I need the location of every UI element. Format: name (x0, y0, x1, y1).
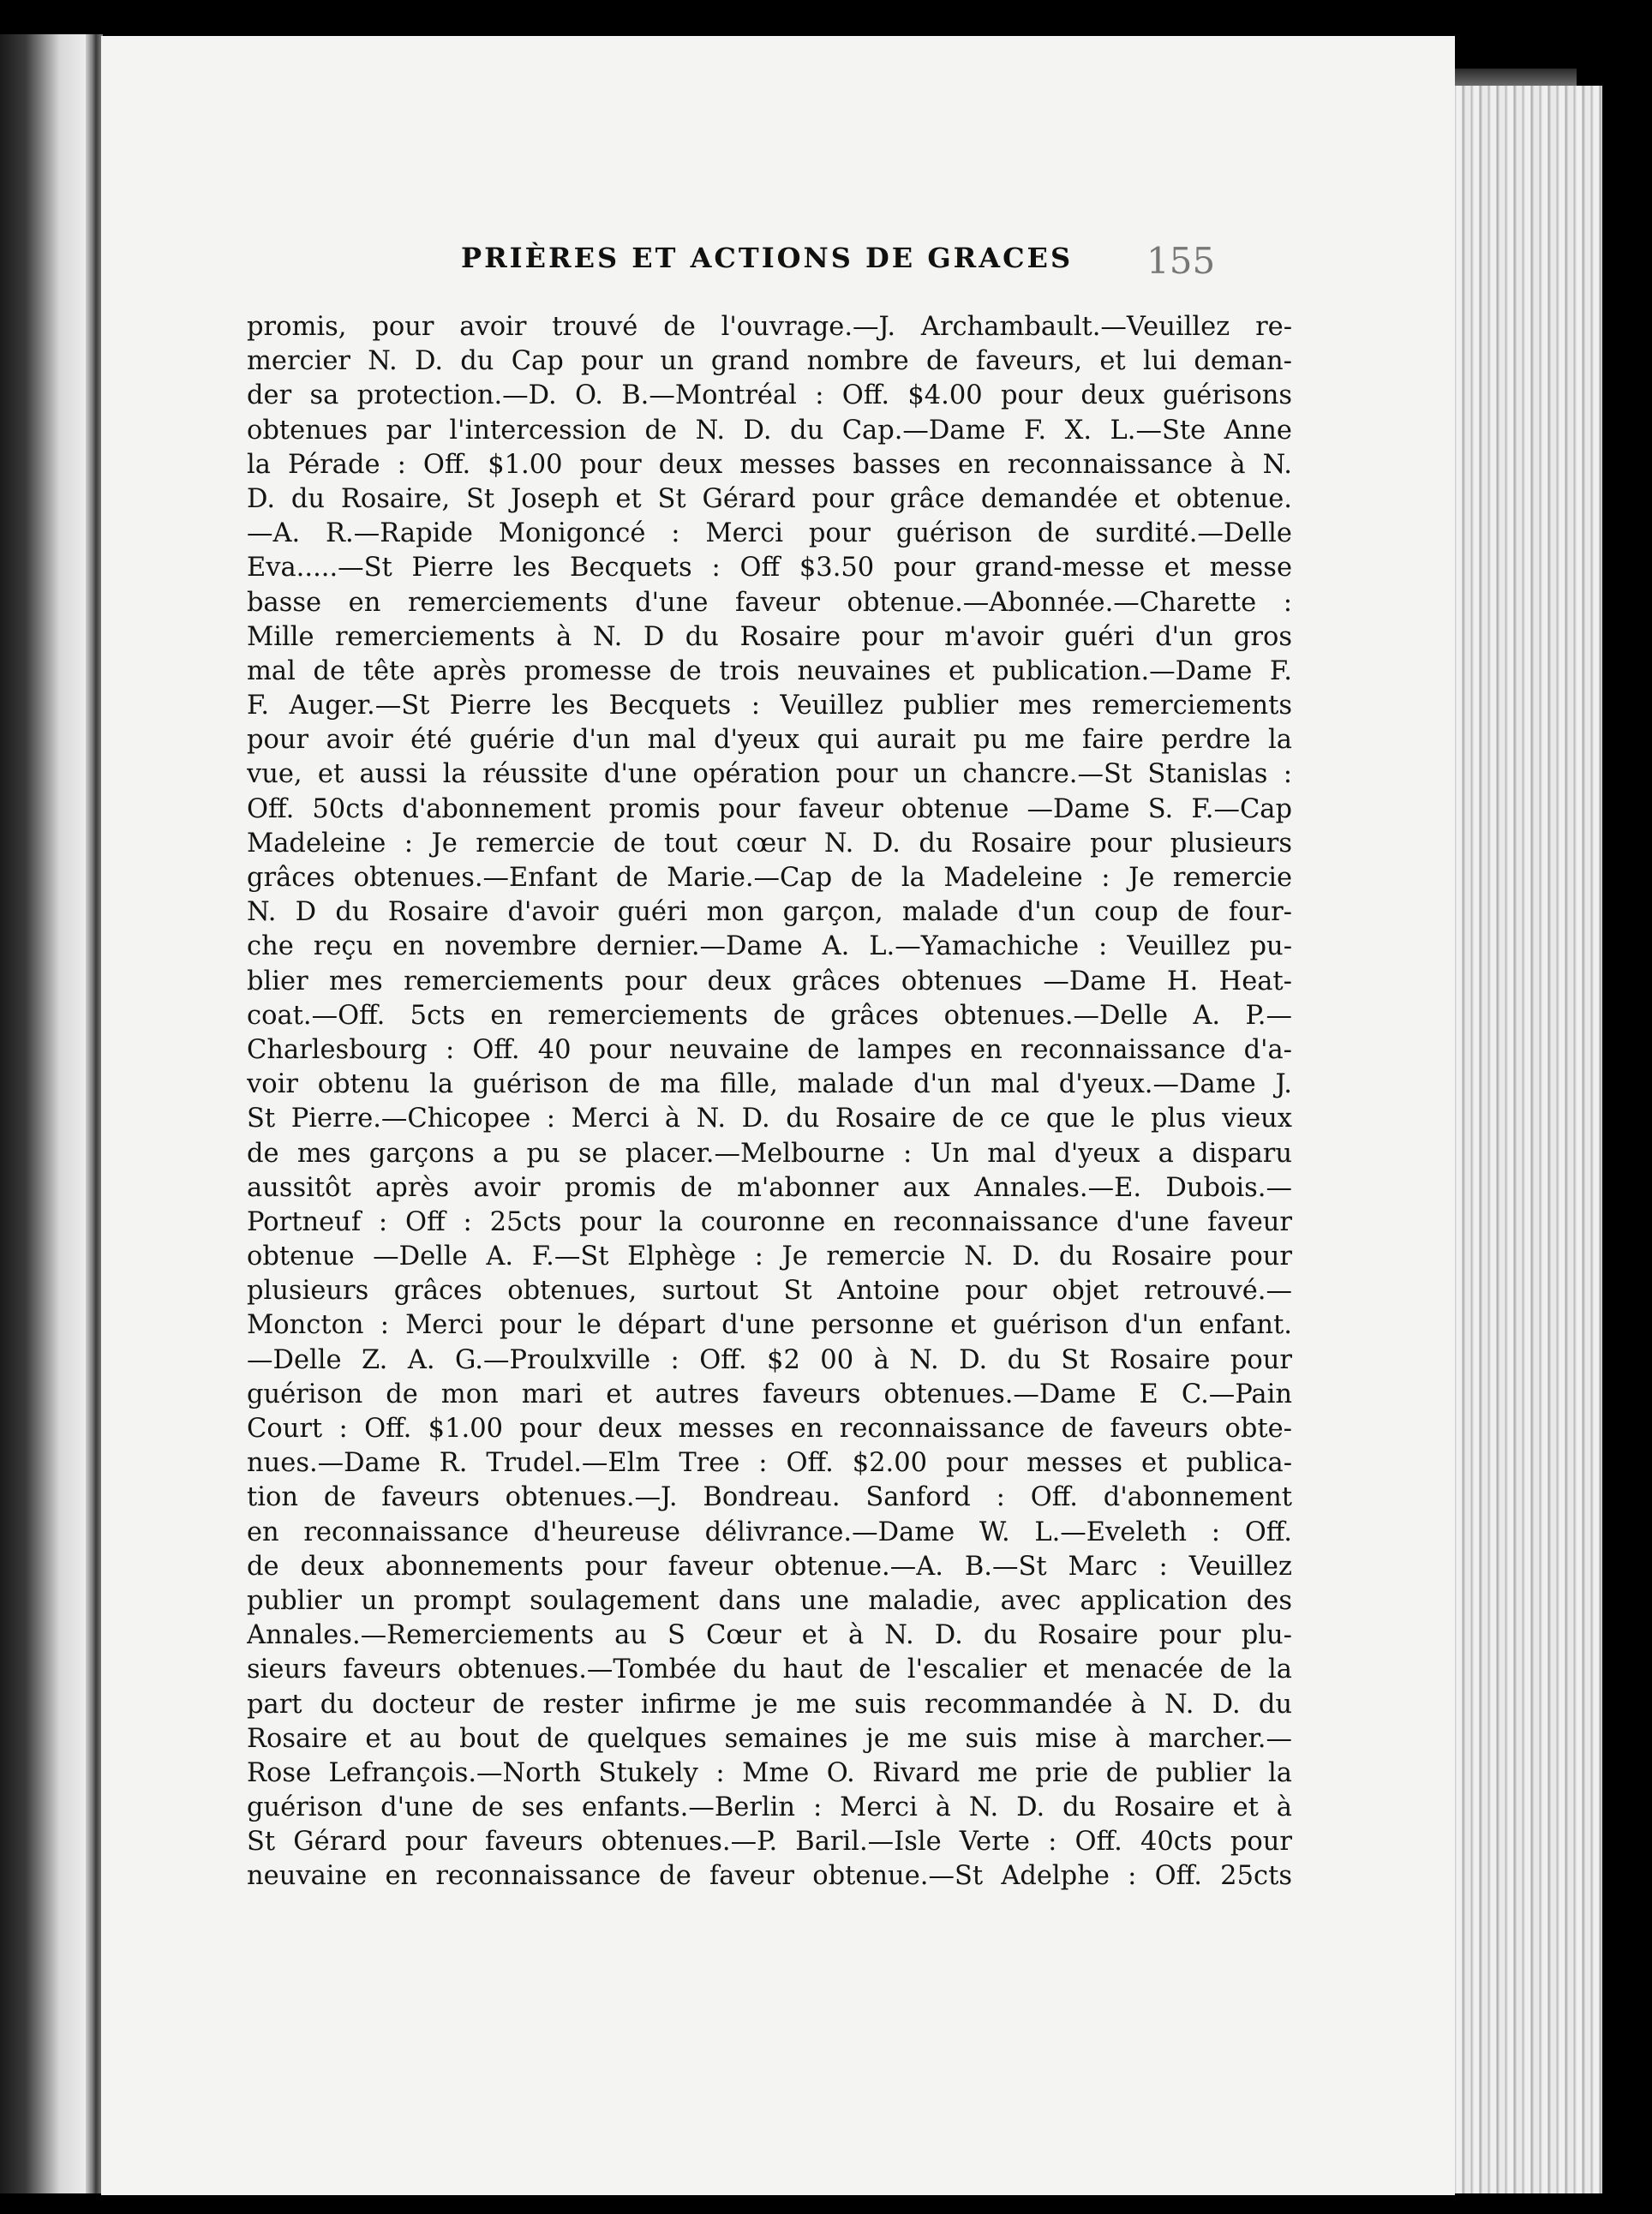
text-line: sieurs faveurs obtenues.—Tombée du haut de l'escalier et menacée de la (247, 1655, 1292, 1685)
text-line: Annales.—Remerciements au S Cœur et à N. D. du Rosaire pour plu- (247, 1620, 1292, 1651)
text-line: mercier N. D. du Cap pour un grand nombre de faveurs, et lui deman- (247, 346, 1292, 377)
text-line: —A. R.—Rapide Monigoncé : Merci pour guérison de surdité.—Delle (247, 518, 1292, 549)
text-line: D. du Rosaire, St Joseph et St Gérard pour grâce demandée et obtenue. (247, 483, 1292, 514)
text-line: Eva.....—St Pierre les Becquets : Off $3.50 pour grand-messe et messe (247, 553, 1292, 583)
text-line: de mes garçons a pu se placer.—Melbourne : Un mal d'yeux a disparu (247, 1138, 1292, 1169)
text-line: guérison d'une de ses enfants.—Berlin : Merci à N. D. du Rosaire et à (247, 1792, 1292, 1823)
text-line: —Delle Z. A. G.—Proulxville : Off. $2 00 à N. D. du St Rosaire pour (247, 1344, 1292, 1375)
text-line: nues.—Dame R. Trudel.—Elm Tree : Off. $2.00 pour messes et publica- (247, 1448, 1292, 1479)
text-line: Moncton : Merci pour le départ d'une personne et guérison d'un enfant. (247, 1310, 1292, 1341)
text-line: coat.—Off. 5cts en remerciements de grâces obtenues.—Delle A. P.— (247, 1000, 1292, 1031)
text-line: part du docteur de rester infirme je me suis recommandée à N. D. du (247, 1689, 1292, 1720)
text-line: Off. 50cts d'abonnement promis pour faveur obtenue —Dame S. F.—Cap (247, 793, 1292, 824)
text-line: che reçu en novembre dernier.—Dame A. L.—Yamachiche : Veuillez pu- (247, 931, 1292, 962)
text-line: guérison de mon mari et autres faveurs obtenues.—Dame E C.—Pain (247, 1379, 1292, 1409)
text-line: la Pérade : Off. $1.00 pour deux messes basses en reconnaissance à N. (247, 449, 1292, 480)
text-line: basse en remerciements d'une faveur obtenue.—Abonnée.—Charette : (247, 587, 1292, 618)
text-line: en reconnaissance d'heureuse délivrance.—Dame W. L.—Eveleth : Off. (247, 1517, 1292, 1547)
text-line: obtenues par l'intercession de N. D. du Cap.—Dame F. X. L.—Ste Anne (247, 415, 1292, 446)
text-line: grâces obtenues.—Enfant de Marie.—Cap de la Madeleine : Je remercie (247, 863, 1292, 893)
text-line: promis, pour avoir trouvé de l'ouvrage.—J. Archambault.—Veuillez re- (247, 312, 1292, 342)
text-line: Rose Lefrançois.—North Stukely : Mme O. Rivard me prie de publier la (247, 1757, 1292, 1788)
text-line: F. Auger.—St Pierre les Becquets : Veuillez publier mes remerciements (247, 691, 1292, 721)
text-line: vue, et aussi la réussite d'une opération pour un chancre.—St Stanislas : (247, 759, 1292, 790)
text-line: obtenue —Delle A. F.—St Elphège : Je remercie N. D. du Rosaire pour (247, 1242, 1292, 1272)
text-line: de deux abonnements pour faveur obtenue.—A. B.—St Marc : Veuillez (247, 1551, 1292, 1582)
book-gutter (86, 34, 103, 2193)
text-line: St Pierre.—Chicopee : Merci à N. D. du Rosaire de ce que le plus vieux (247, 1104, 1292, 1134)
text-line: voir obtenu la guérison de ma fille, malade d'un mal d'yeux.—Dame J. (247, 1069, 1292, 1100)
text-line: mal de tête après promesse de trois neuvaines et publication.—Dame F. (247, 655, 1292, 686)
text-line: Mille remerciements à N. D du Rosaire pour m'avoir guéri d'un gros (247, 621, 1292, 652)
text-line: N. D du Rosaire d'avoir guéri mon garçon, malade d'un coup de four- (247, 897, 1292, 928)
text-line: der sa protection.—D. O. B.—Montréal : Off. $4.00 pour deux guérisons (247, 380, 1292, 411)
text-line: aussitôt après avoir promis de m'abonner aux Annales.—E. Dubois.— (247, 1172, 1292, 1203)
book-page (101, 36, 1455, 2195)
text-line: publier un prompt soulagement dans une maladie, avec application des (247, 1585, 1292, 1616)
running-title: PRIÈRES ET ACTIONS DE GRACES (461, 242, 1074, 274)
page-number: 155 (1146, 240, 1216, 282)
text-line: Madeleine : Je remercie de tout cœur N. D. du Rosaire pour plusieurs (247, 828, 1292, 859)
text-line: Portneuf : Off : 25cts pour la couronne en reconnaissance d'une faveur (247, 1206, 1292, 1237)
text-line: tion de faveurs obtenues.—J. Bondreau. Sanford : Off. d'abonnement (247, 1482, 1292, 1513)
running-head (101, 207, 1455, 282)
page-stack-edges (1448, 86, 1602, 2193)
text-line: Court : Off. $1.00 pour deux messes en reconnaissance de faveurs obte- (247, 1414, 1292, 1444)
text-line: St Gérard pour faveurs obtenues.—P. Baril.—Isle Verte : Off. 40cts pour (247, 1827, 1292, 1858)
text-line: plusieurs grâces obtenues, surtout St Antoine pour objet retrouvé.— (247, 1276, 1292, 1307)
body-text (247, 310, 1292, 1894)
text-line: Rosaire et au bout de quelques semaines je me suis mise à marcher.— (247, 1723, 1292, 1754)
text-line: blier mes remerciements pour deux grâces obtenues —Dame H. Heat- (247, 966, 1292, 996)
text-line: pour avoir été guérie d'un mal d'yeux qui aurait pu me faire perdre la (247, 725, 1292, 756)
text-line: Charlesbourg : Off. 40 pour neuvaine de lampes en reconnaissance d'a- (247, 1034, 1292, 1065)
facing-page-edge (0, 34, 94, 2193)
text-line: neuvaine en reconnaissance de faveur obtenue.—St Adelphe : Off. 25cts (247, 1861, 1292, 1892)
